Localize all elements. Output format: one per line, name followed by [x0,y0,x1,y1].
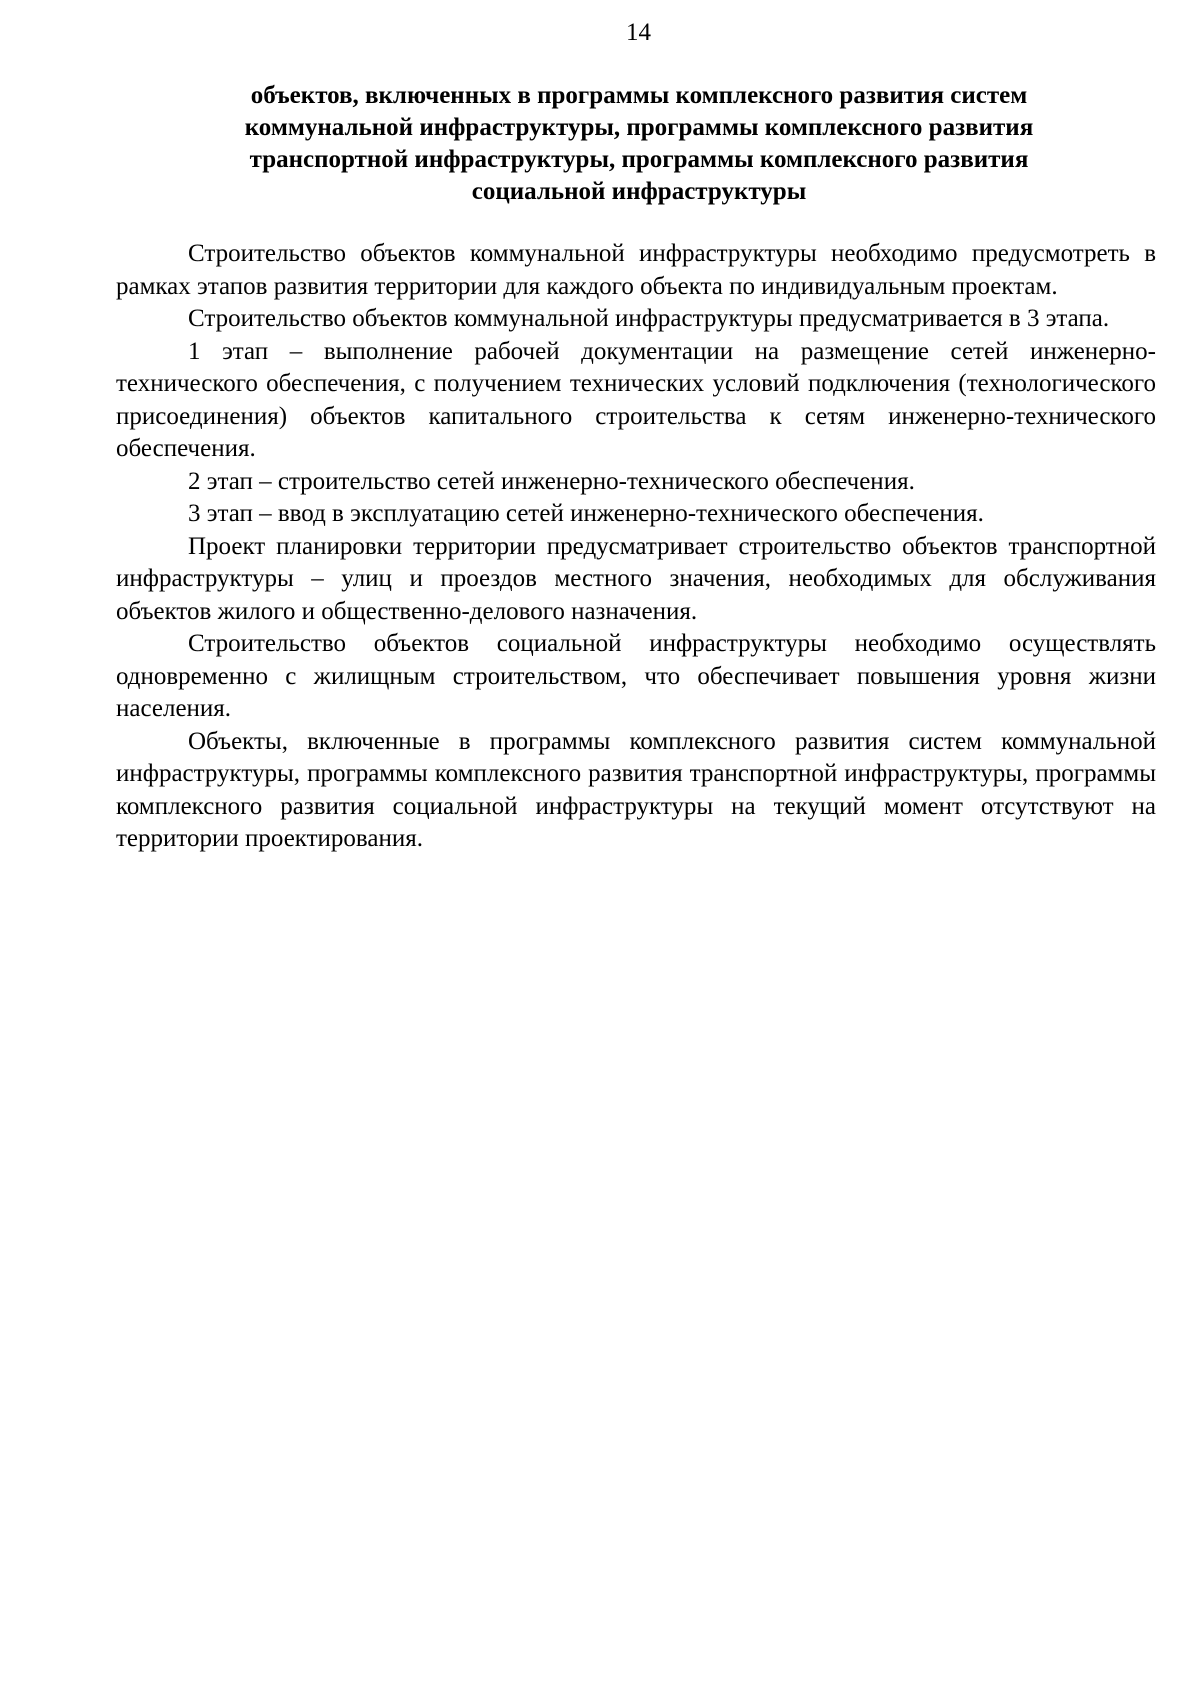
paragraph: Объекты, включенные в программы комплексного развития систем коммунальной инфраструктуры, программы комплексного развития транспортной инфраструктуры, программы комплексного развития социальной инфраструктуры на текущий момент отсутствуют на территории проектирования. [116,727,1156,852]
page-number: 14 [626,19,651,46]
paragraph: 3 этап – ввод в эксплуатацию сетей инженерно-технического обеспечения. [188,500,984,527]
paragraph: 1 этап – выполнение рабочей документации на размещение сетей инженерно-технического обеспечения, с получением технических условий подключения (технологического присоединения) объектов капитального строительства к сетям инженерно-технического обеспечения. [116,337,1156,462]
paragraph: Проект планировки территории предусматривает строительство объектов транспортной инфраструктуры – улиц и проездов местного значения, необходимых для обслуживания объектов жилого и общественно-делового назначения. [116,532,1156,625]
paragraph: Строительство объектов коммунальной инфраструктуры предусматривается в 3 этапа. [188,305,1110,332]
body-text [116,238,1156,856]
section-heading: объектов, включенных в программы комплексного развития систем коммунальной инфраструктуры, программы комплексного развития транспортной инфраструктуры, программы комплексного развития социальной инфраструктуры [244,82,1034,205]
paragraph: 2 этап – строительство сетей инженерно-технического обеспечения. [188,467,915,495]
paragraph: Строительство объектов социальной инфраструктуры необходимо осуществлять одновременно с жилищным строительством, что обеспечивает повышения уровня жизни населения. [116,630,1156,722]
paragraph: Строительство объектов коммунальной инфраструктуры необходимо предусмотреть в рамках этапов развития территории для каждого объекта по индивидуальным проектам. [116,240,1156,300]
